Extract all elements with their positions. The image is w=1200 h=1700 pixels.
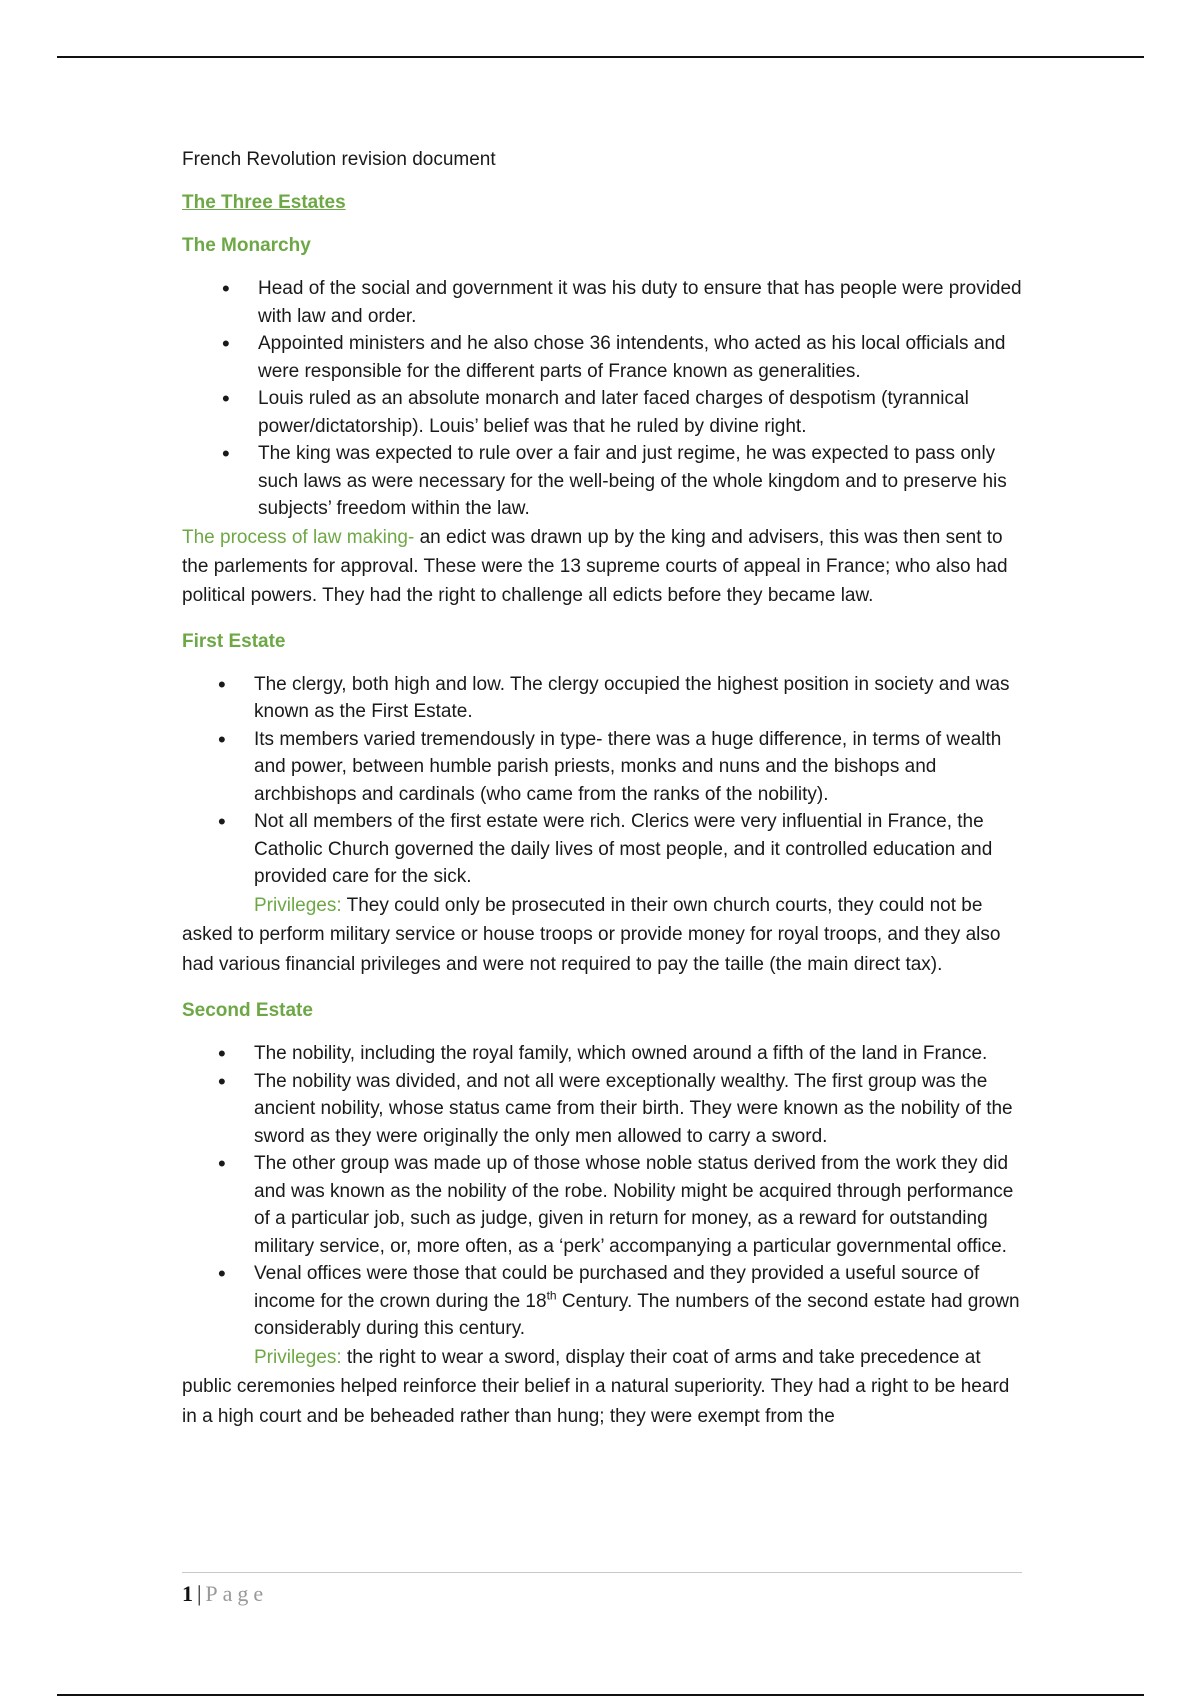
document-body bbox=[182, 146, 1022, 1449]
monarchy-list bbox=[258, 275, 1022, 523]
list-item: • Not all members of the first estate were rich. Clerics were very influential in France, the Catholic Church governed the daily lives of most people, and it controlled education and provided care for the sick. bbox=[254, 808, 1022, 891]
list-item: • Louis ruled as an absolute monarch and later faced charges of despotism (tyrannical power/dictatorship). Louis’ belief was that he ruled by divine right. bbox=[258, 385, 1022, 440]
first-estate-privileges bbox=[182, 891, 1022, 980]
venal-text-start: Venal offices were those that could be purchased and they provided a useful source of income for the crown during the 18 bbox=[254, 1263, 980, 1312]
header-rule bbox=[57, 56, 1144, 58]
page-number: 1 bbox=[182, 1581, 193, 1606]
list-item: • The nobility was divided, and not all were exceptionally wealthy. The first group was the ancient nobility, whose status came from their birth. They were known as the nobility of the sword as they were originally the only men allowed to carry a sword. bbox=[254, 1068, 1022, 1151]
heading-first-estate: First Estate bbox=[182, 630, 286, 652]
ordinal-suffix: th bbox=[546, 1288, 557, 1303]
page-word: Page bbox=[205, 1581, 269, 1606]
list-item bbox=[254, 1260, 1022, 1343]
second-estate-privileges bbox=[182, 1343, 1022, 1432]
privileges-label: Privileges: bbox=[254, 1346, 342, 1368]
list-item: • Head of the social and government it was his duty to ensure that has people were provided with law and order. bbox=[258, 275, 1022, 330]
privileges-text: the right to wear a sword, display their coat of arms and take precedence at public ceremonies helped reinforce their belief in a natural superiority. They had a right to be heard in a high court and be beheaded rather than hung; they were exempt from the bbox=[182, 1346, 1010, 1427]
heading-second-estate: Second Estate bbox=[182, 1000, 313, 1021]
document-title: French Revolution revision document bbox=[182, 149, 496, 170]
law-making-paragraph bbox=[182, 523, 1022, 610]
list-item: • The nobility, including the royal family, which owned around a fifth of the land in France. bbox=[254, 1040, 1022, 1068]
law-making-label: The process of law making- bbox=[182, 526, 415, 548]
list-item: • Its members varied tremendously in type- there was a huge difference, in terms of wealth and power, between humble parish priests, monks and nuns and the bishops and archbishops and cardinals (who came from the ranks of the nobility). bbox=[254, 726, 1022, 809]
privileges-label: Privileges: bbox=[254, 894, 342, 916]
heading-monarchy: The Monarchy bbox=[182, 235, 311, 256]
list-item: • The other group was made up of those whose noble status derived from the work they did and was known as the nobility of the robe. Nobility might be acquired through performance of a particular job, such as judge, given in return for money, as a reward for outstanding military service, or, more often, as a ‘perk’ accompanying a particular governmental office. bbox=[254, 1150, 1022, 1260]
law-making-text: an edict was drawn up by the king and advisers, this was then sent to the parlements for approval. These were the 13 supreme courts of appeal in France; who also had political powers. They had the right to challenge all edicts before they became law. bbox=[182, 526, 1008, 606]
list-item: • The clergy, both high and low. The clergy occupied the highest position in society and was known as the First Estate. bbox=[254, 671, 1022, 726]
privileges-text: They could only be prosecuted in their own church courts, they could not be asked to perform military service or house troops or provide money for royal troops, and they also had various financial privileges and were not required to pay the taille (the main direct tax). bbox=[182, 894, 1001, 975]
venal-text-end: Century. The numbers of the second estate had grown considerably during this century. bbox=[254, 1290, 1020, 1339]
heading-three-estates: The Three Estates bbox=[182, 192, 346, 213]
list-item: • Appointed ministers and he also chose 36 intendents, who acted as his local officials and were responsible for the different parts of France known as generalities. bbox=[258, 330, 1022, 385]
second-estate-list bbox=[254, 1040, 1022, 1343]
footer-separator: | bbox=[197, 1581, 202, 1606]
footer-rule bbox=[57, 1694, 1144, 1696]
page-footer bbox=[182, 1572, 1022, 1607]
list-item: • The king was expected to rule over a fair and just regime, he was expected to pass only such laws as were necessary for the well-being of the whole kingdom and to preserve his subjects’ freedom within the law. bbox=[258, 440, 1022, 523]
first-estate-list bbox=[254, 671, 1022, 891]
